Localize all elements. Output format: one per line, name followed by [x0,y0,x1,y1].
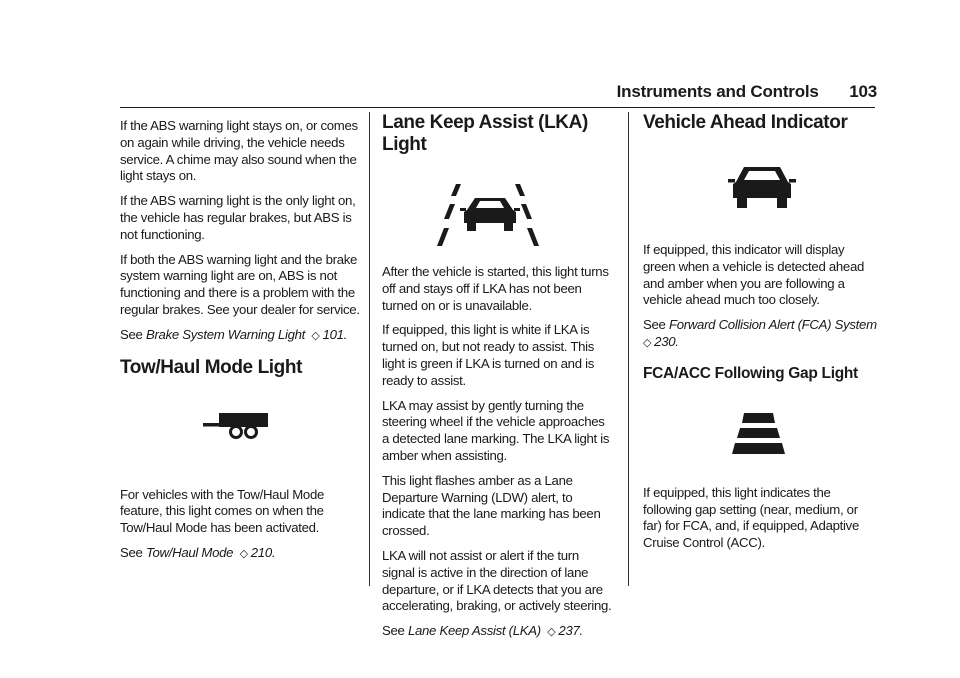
reference-title: Brake System Warning Light [145,326,306,342]
brake-system-reference[interactable] [120,327,360,345]
lka-paragraph-5: LKA will not assist or alert if the turn signal is active in the direction of lane departure, or if LKA detects that you are accelerating, braking, or actively steering. [382,547,612,614]
page-ref-icon: ◇ [643,336,652,349]
tow-haul-reference[interactable] [120,545,360,563]
see-label: See [120,326,143,342]
abs-paragraph-2: If the ABS warning light is the only light on, the vehicle has regular brakes, but ABS is not functioning. [120,193,356,242]
fca-reference[interactable] [643,317,877,352]
see-label: See [382,623,405,639]
reference-page: 230. [654,333,679,349]
lka-paragraph-1: After the vehicle is started, this light turns off and stays off if LKA has not been turned on or is unavailable. [382,264,609,313]
lka-paragraph-2: If equipped, this light is white if LKA is turned on, but not ready to assist. This light is green if LKA is turned on and is ready to assist. [382,322,595,388]
column-divider [369,112,370,586]
tow-haul-paragraph: For vehicles with the Tow/Haul Mode feature, this light comes on when the Tow/Haul Mode has been activated. [120,486,325,536]
reference-title: Tow/Haul Mode [145,544,234,560]
column-3 [643,112,877,560]
lane-keep-assist-icon [382,168,614,264]
column-divider [628,112,629,586]
reference-title: Lane Keep Assist (LKA) [407,623,541,639]
following-gap-heading: FCA/ACC Following Gap Light [643,364,858,382]
page-ref-icon: ◇ [239,547,248,560]
lka-heading: Lane Keep Assist (LKA) Light [382,112,588,155]
vehicle-ahead-icon [643,146,877,242]
lka-paragraph-4: This light flashes amber as a Lane Departure Warning (LDW) alert, to indicate that the lane marking has been crossed. [382,472,601,539]
following-gap-icon [643,393,877,485]
reference-title: Forward Collision Alert (FCA) System [668,317,877,333]
see-label: See [643,317,666,333]
column-2 [382,112,614,649]
reference-page: 237. [558,623,583,639]
reference-page: 210. [250,544,276,560]
page-number: 103 [849,82,877,101]
vehicle-ahead-paragraph: If equipped, this indicator will display green when a vehicle is detected ahead and amber when you are following a vehicle ahead much too closely. [643,242,865,308]
lka-paragraph-3: LKA may assist by gently turning the steering wheel if the vehicle approaches a detected lane marking. The LKA light is amber when assisting. [382,397,610,463]
page-ref-icon: ◇ [547,626,556,639]
column-1 [120,118,360,571]
vehicle-ahead-heading: Vehicle Ahead Indicator [643,112,848,133]
tow-haul-heading: Tow/Haul Mode Light [120,356,303,378]
page-ref-icon: ◇ [311,329,320,342]
reference-page: 101. [322,326,348,342]
header-rule [120,107,875,108]
see-label: See [120,544,143,560]
following-gap-paragraph: If equipped, this light indicates the following gap setting (near, medium, or far) for FCA, and, if equipped, Adaptive Cruise Control (ACC). [643,484,859,551]
abs-paragraph-1: If the ABS warning light stays on, or comes on again while driving, the vehicle needs service. A chime may also sound when the light stays on. [120,118,358,184]
section-title: Instruments and Controls [616,82,819,101]
page-header [617,82,877,102]
abs-paragraph-3: If both the ABS warning light and the brake system warning light are on, ABS is not functioning and there is a problem with the regular brakes. See your dealer for service. [120,251,360,317]
lka-reference[interactable] [382,623,614,641]
trailer-icon [120,391,360,487]
